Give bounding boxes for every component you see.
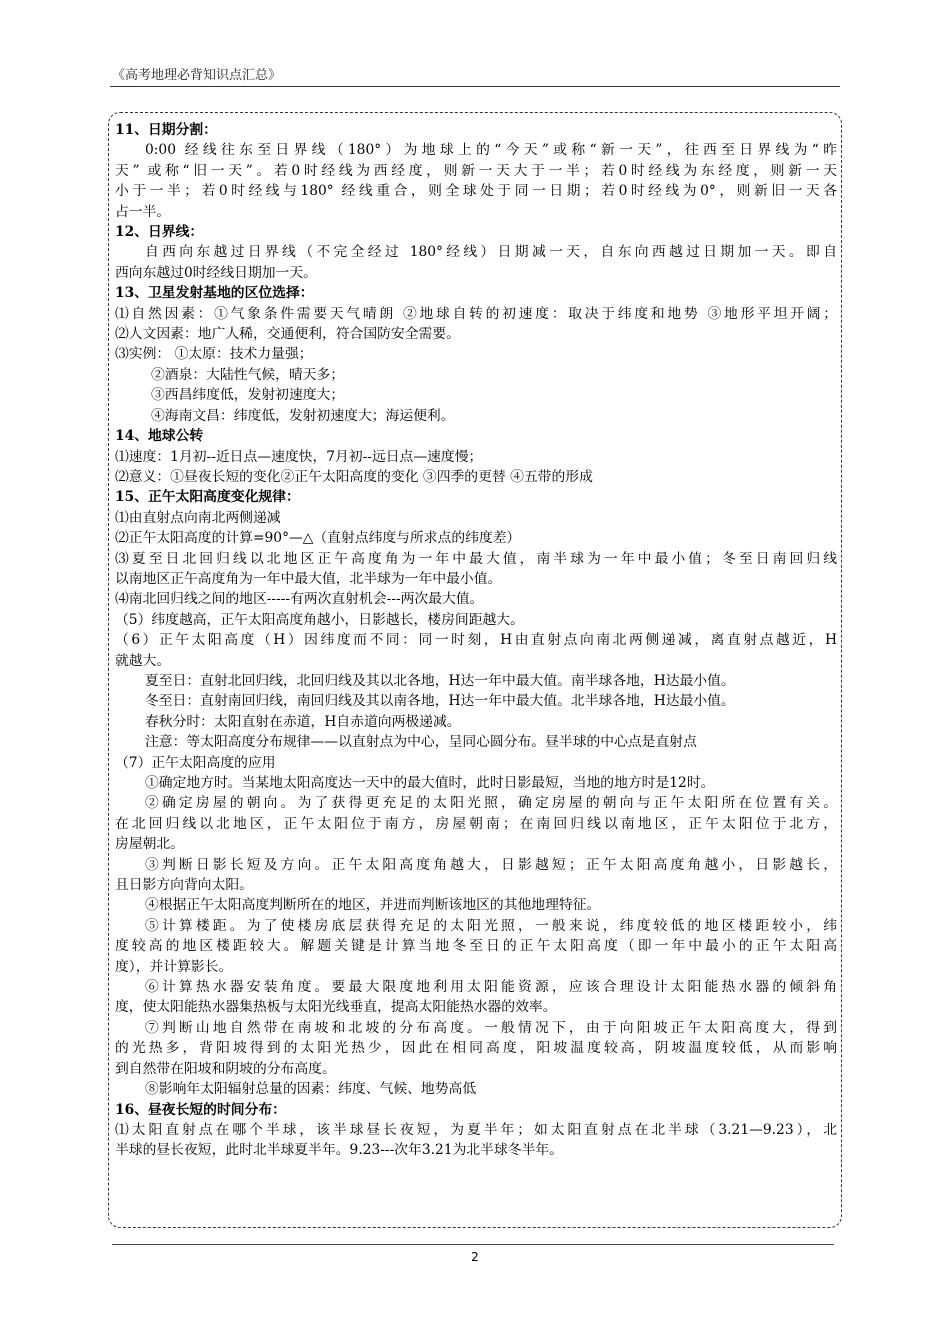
text-line: 春秋分时：太阳直射在赤道，H自赤道向两极递减。: [145, 713, 461, 730]
text-line: ⑵正午太阳高度的计算=90°—△（直射点纬度与所求点的纬度差）: [115, 530, 521, 547]
page-number: 2: [471, 1250, 479, 1264]
text-line: ⑧影响年太阳辐射总量的因素：纬度、气候、地势高低: [145, 1081, 477, 1098]
document-header-title: 《高考地理必背知识点汇总》: [112, 68, 282, 83]
text-line: 在北回归线以北地区，正午太阳位于南方，房屋朝南；在南回归线以南地区，正午太阳位于北方，: [115, 815, 837, 832]
text-line: 冬至日：直射南回归线，南回归线及其以南各地，H达一年中最大值。北半球各地，H达最小值。: [145, 693, 735, 710]
text-line: 注意：等太阳高度分布规律——以直射点为中心，呈同心圆分布。昼半球的中心点是直射点: [145, 734, 697, 751]
text-line: 房屋朝北。: [115, 836, 184, 853]
text-line: 且日影方向背向太阳。: [115, 877, 253, 894]
text-line: 以南地区正午高度角为一年中最大值，北半球为一年中最小值。: [115, 570, 502, 587]
text-line: ⑦判断山地自然带在南坡和北坡的分布高度。一般情况下，由于向阳坡正午太阳高度大，得到: [145, 1019, 837, 1036]
text-line: 到自然带在阳坡和阴坡的分布高度。: [115, 1060, 336, 1077]
text-line: ②酒泉：大陆性气候，晴天多；: [151, 366, 345, 383]
text-line: 小于一半；若0时经线与180° 经线重合，则全球处于同一日期；若0时经线为0°，则新旧一天各: [115, 183, 837, 200]
text-line: 度，使太阳能热水器集热板与太阳光线垂直，提高太阳能热水器的效率。: [115, 999, 557, 1016]
text-line: ⑶实例： ①太原：技术力量强；: [115, 346, 313, 363]
header-divider: [110, 86, 840, 87]
content-box: [108, 112, 842, 1228]
text-line: 度较高的地区楼距较大。解题关键是计算当地冬至日的正午太阳高度（即一年中最小的正午太阳高: [115, 938, 837, 955]
text-line: ①确定地方时。当某地太阳高度达一天中的最大值时，此时日影最短，当地的地方时是12时。: [145, 775, 715, 791]
text-line: 夏至日：直射北回归线，北回归线及其以北各地，H达一年中最大值。南半球各地，H达最小值。: [145, 672, 735, 689]
text-line: ⑴由直射点向南北两侧递减: [115, 509, 281, 526]
text-line: ⑵人文因素：地广人稀，交通便利，符合国防安全需要。: [115, 326, 460, 343]
text-line: 自西向东越过日界线（不完全经过 180°经线）日期减一天，自东向西越过日期加一天。即自: [145, 244, 837, 261]
text-line: 0:00 经线往东至日界线（180°）为地球上的“今天”或称“新一天”，往西至日界线为“昨: [145, 142, 837, 159]
text-line: （5）纬度越高，正午太阳高度角越小，日影越长，楼房间距越大。: [115, 611, 524, 628]
text-line: 西向东越过0时经线日期加一天。: [115, 264, 317, 281]
text-line: ⑵意义：①昼夜长短的变化②正午太阳高度的变化 ③四季的更替 ④五带的形成: [115, 468, 593, 485]
text-line: ②确定房屋的朝向。为了获得更充足的太阳光照，确定房屋的朝向与正午太阳所在位置有关。: [145, 795, 837, 812]
section-heading: 15、正午太阳高度变化规律：: [115, 489, 300, 506]
text-line: 度），并计算影长。: [115, 958, 233, 975]
text-line: ⑥计算热水器安装角度。要最大限度地利用太阳能资源，应该合理设计太阳能热水器的倾斜角: [145, 979, 837, 996]
text-line: ⑷南北回归线之间的地区-----有两次直射机会---两次最大值。: [115, 591, 484, 608]
text-line: （7）正午太阳高度的应用: [115, 754, 276, 771]
text-line: 占一半。: [115, 203, 171, 220]
text-line: ④根据正午太阳高度判断所在的地区，并进而判断该地区的其他地理特征。: [145, 897, 601, 914]
section-heading: 13、卫星发射基地的区位选择：: [115, 285, 314, 302]
footer-divider: [112, 1244, 834, 1245]
text-line: ⑤计算楼距。为了使楼房底层获得充足的太阳光照，一般来说，纬度较低的地区楼距较小，纬: [145, 917, 837, 934]
section-heading: 16、昼夜长短的时间分布：: [115, 1101, 286, 1118]
text-line: 半球的昼长夜短，此时北半球夏半年。9.23---次年3.21为北半球冬半年。: [115, 1142, 563, 1159]
text-line: （6）正午太阳高度（H）因纬度而不同：同一时刻，H由直射点向南北两侧递减，离直射点越近，H: [115, 632, 837, 649]
text-line: ③判断日影长短及方向。正午太阳高度角越大，日影越短；正午太阳高度角越小，日影越长，: [145, 856, 837, 873]
text-line: ⑶夏至日北回归线以北地区正午高度角为一年中最大值，南半球为一年中最小值；冬至日南回归线: [115, 550, 837, 567]
text-line: ⑴自然因素：①气象条件需要天气晴朗 ②地球自转的初速度：取决于纬度和地势 ③地形平坦开阔；: [115, 305, 837, 322]
section-heading: 11、日期分割：: [115, 122, 217, 138]
text-line: ④海南文昌：纬度低，发射初速度大；海运便利。: [151, 407, 455, 424]
text-line: ⑴速度：1月初--近日点—速度快，7月初--远日点—速度慢；: [115, 448, 483, 465]
section-heading: 12、日界线：: [115, 224, 204, 241]
text-line: 天” 或称“旧一天”。若0时经线为西经度，则新一天大于一半；若0时经线为东经度，则新一天: [115, 162, 837, 179]
section-heading: 14、地球公转: [115, 428, 204, 445]
text-line: ⑴太阳直射点在哪个半球，该半球昼长夜短，为夏半年；如太阳直射点在北半球（3.21—9.23），北: [115, 1121, 837, 1138]
text-line: 的光热多，背阳坡得到的太阳光热少，因此在相同高度，阳坡温度较高，阴坡温度较低，从而影响: [115, 1040, 837, 1057]
text-line: ③西昌纬度低，发射初速度大；: [151, 387, 345, 404]
text-line: 就越大。: [115, 652, 171, 669]
